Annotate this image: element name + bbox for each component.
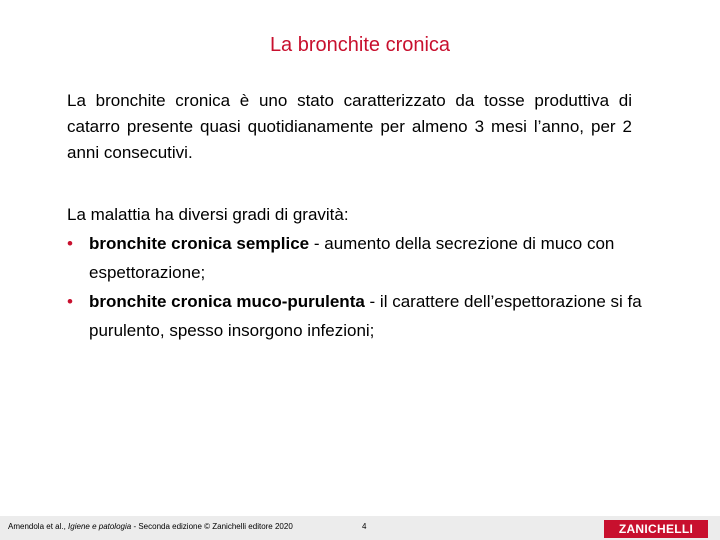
footer-edition: - Seconda edizione © Zanichelli editore 2020	[131, 522, 293, 531]
intro-paragraph: La bronchite cronica è uno stato caratterizzato da tosse produttiva di catarro presente quasi quotidianamente per almeno 3 mesi l’anno, per 2 anni consecutivi.	[67, 91, 632, 162]
bullet-icon: •	[67, 234, 73, 253]
bullet-desc: - il carattere dell’espettorazione si fa purulento, spesso insorgono infezioni;	[89, 292, 642, 340]
page-number: 4	[362, 522, 367, 531]
list-item	[67, 229, 647, 287]
footer-citation	[8, 522, 293, 531]
bullet-term: bronchite cronica semplice	[89, 234, 310, 253]
severity-lead: La malattia ha diversi gradi di gravità:	[67, 205, 349, 224]
slide-title: La bronchite cronica	[269, 34, 451, 56]
list-item	[67, 287, 647, 345]
bullet-icon: •	[67, 292, 73, 311]
bullet-term: bronchite cronica muco-purulenta	[89, 292, 365, 311]
severity-section	[67, 200, 647, 345]
footer-book-title: Igiene e patologia	[68, 522, 132, 531]
publisher-logo: ZANICHELLI	[604, 520, 708, 538]
footer-authors: Amendola et al.,	[8, 522, 69, 531]
severity-list	[67, 229, 647, 345]
bullet-desc: - aumento della secrezione di muco con espettorazione;	[89, 234, 615, 282]
